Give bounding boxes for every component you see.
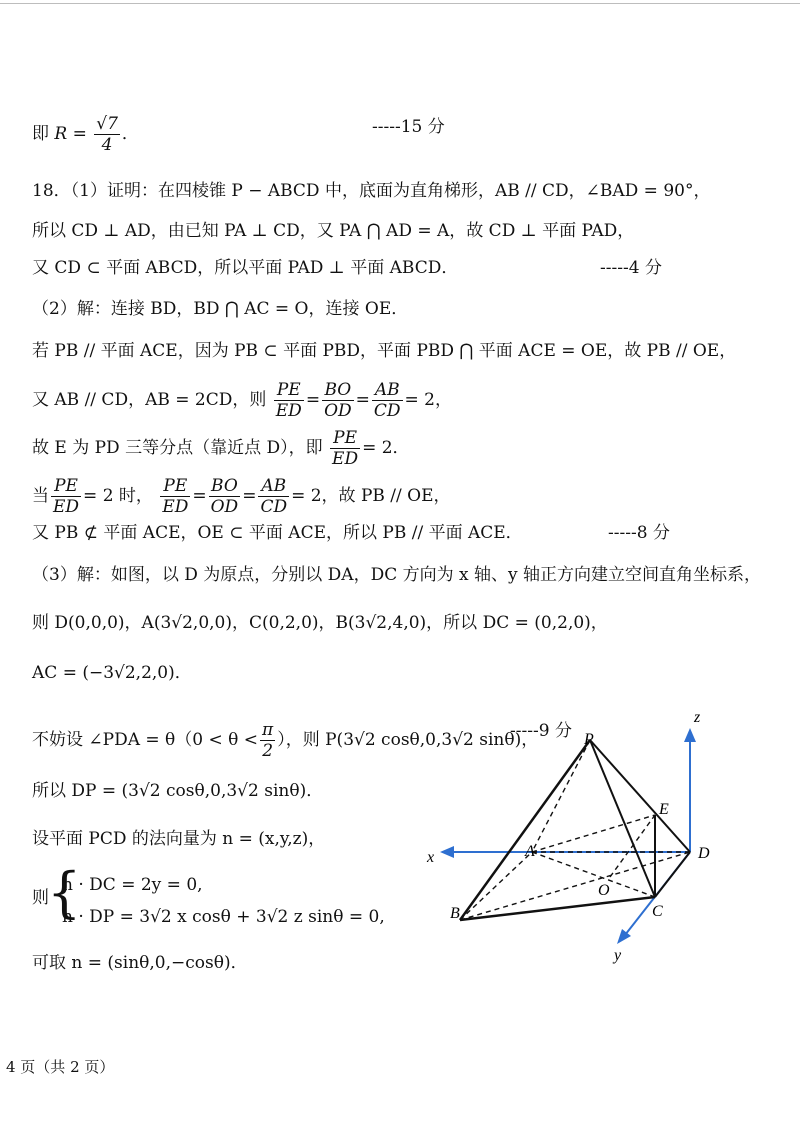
q18-line-2: 所以 CD ⊥ AD，由已知 PA ⊥ CD，又 PA ⋂ AD = A，故 CD ⊥ 平面 PAD，	[32, 221, 635, 241]
label-x: x	[427, 849, 435, 866]
q3-line-2: 则 D(0,0,0)，A(3√2,0,0)，C(0,2,0)，B(3√2,4,0)，所以 DC = (0,2,0)，	[32, 613, 608, 633]
score-4: -----4 分	[600, 258, 662, 278]
edge-AE	[532, 815, 655, 852]
label-C: C	[652, 903, 663, 920]
q2-line-1: （2）解：连接 BD，BD ⋂ AC = O，连接 OE．	[32, 299, 409, 319]
q3-line-1: （3）解：如图，以 D 为原点，分别以 DA，DC 方向为 x 轴、y 轴正方向建立空间直角坐标系，	[32, 565, 762, 585]
score-9: -----9 分	[510, 721, 572, 741]
edge-AC	[532, 852, 655, 897]
q3-line-5: 所以 DP = (3√2 cosθ,0,3√2 sinθ)．	[32, 781, 324, 801]
q3-line-6: 设平面 PCD 的法向量为 n = (x,y,z)，	[32, 829, 326, 849]
label-y: y	[614, 947, 622, 964]
z-arrow	[684, 728, 696, 742]
score-15: -----15 分	[372, 117, 445, 137]
q3-line-9: 可取 n = (sinθ,0,−cosθ)．	[32, 953, 248, 973]
score-8: -----8 分	[608, 523, 670, 543]
q2-line-4: 故 E 为 PD 三等分点（靠近点 D），即 $\frac{PE}{ED}$ = 2．	[32, 428, 410, 469]
line-r-value: 即 R = $\frac{√7}{4}$ ．	[32, 114, 139, 155]
q2-line-6: 又 PB ⊄ 平面 ACE，OE ⊂ 平面 ACE，所以 PB // 平面 ACE．	[32, 523, 523, 543]
q2-line-3: 又 AB // CD，AB = 2CD，则 $\frac{PE}{ED}$ = $\frac{BO}{OD}$ = $\frac{AB}{CD}$ = 2，	[32, 380, 452, 421]
label-O: O	[598, 882, 610, 899]
q2-line-2: 若 PB // 平面 ACE，因为 PB ⊂ 平面 PBD，平面 PBD ⋂ 平面 ACE = OE，故 PB // OE，	[32, 341, 737, 361]
q2-line-5: 当 $\frac{PE}{ED}$ = 2 时， $\frac{PE}{ED}$ = $\frac{BO}{OD}$ = $\frac{AB}{CD}$ = 2，故 PB // OE，	[32, 476, 451, 517]
q18-line-1: 18．（1）证明：在四棱锥 P − ABCD 中，底面为直角梯形，AB // CD，∠BAD = 90°，	[32, 181, 711, 201]
q3-line-3: AC = (−3√2,2,0)．	[32, 663, 192, 683]
q3-line-8: n · DP = 3√2 x cosθ + 3√2 z sinθ = 0,	[62, 907, 385, 927]
edge-PD	[590, 740, 690, 852]
page-footer: 4 页（共 2 页）	[6, 1058, 115, 1076]
edge-BC	[460, 897, 655, 920]
system-brace: {	[47, 861, 82, 924]
edge-PA	[532, 740, 590, 852]
q3-line-7: n · DC = 2y = 0,	[62, 875, 203, 895]
label-B: B	[450, 905, 460, 922]
label-P: P	[584, 731, 594, 748]
q18-line-3: 又 CD ⊂ 平面 ABCD，所以平面 PAD ⊥ 平面 ABCD．	[32, 258, 459, 278]
edge-OE	[610, 815, 655, 877]
label-z: z	[694, 709, 701, 726]
label-A: A	[525, 843, 535, 860]
q3-line-4: 不妨设 ∠PDA = θ（0 < θ < $\frac{\pi}{2}$ ），则 P(3√2 cosθ,0,3√2 sinθ)，	[32, 720, 539, 761]
edge-PB	[460, 740, 590, 920]
x-arrow	[440, 846, 454, 858]
label-E: E	[659, 801, 669, 818]
q3-system-label: 则	[32, 888, 49, 908]
label-D: D	[698, 845, 710, 862]
edge-CD	[655, 852, 690, 897]
